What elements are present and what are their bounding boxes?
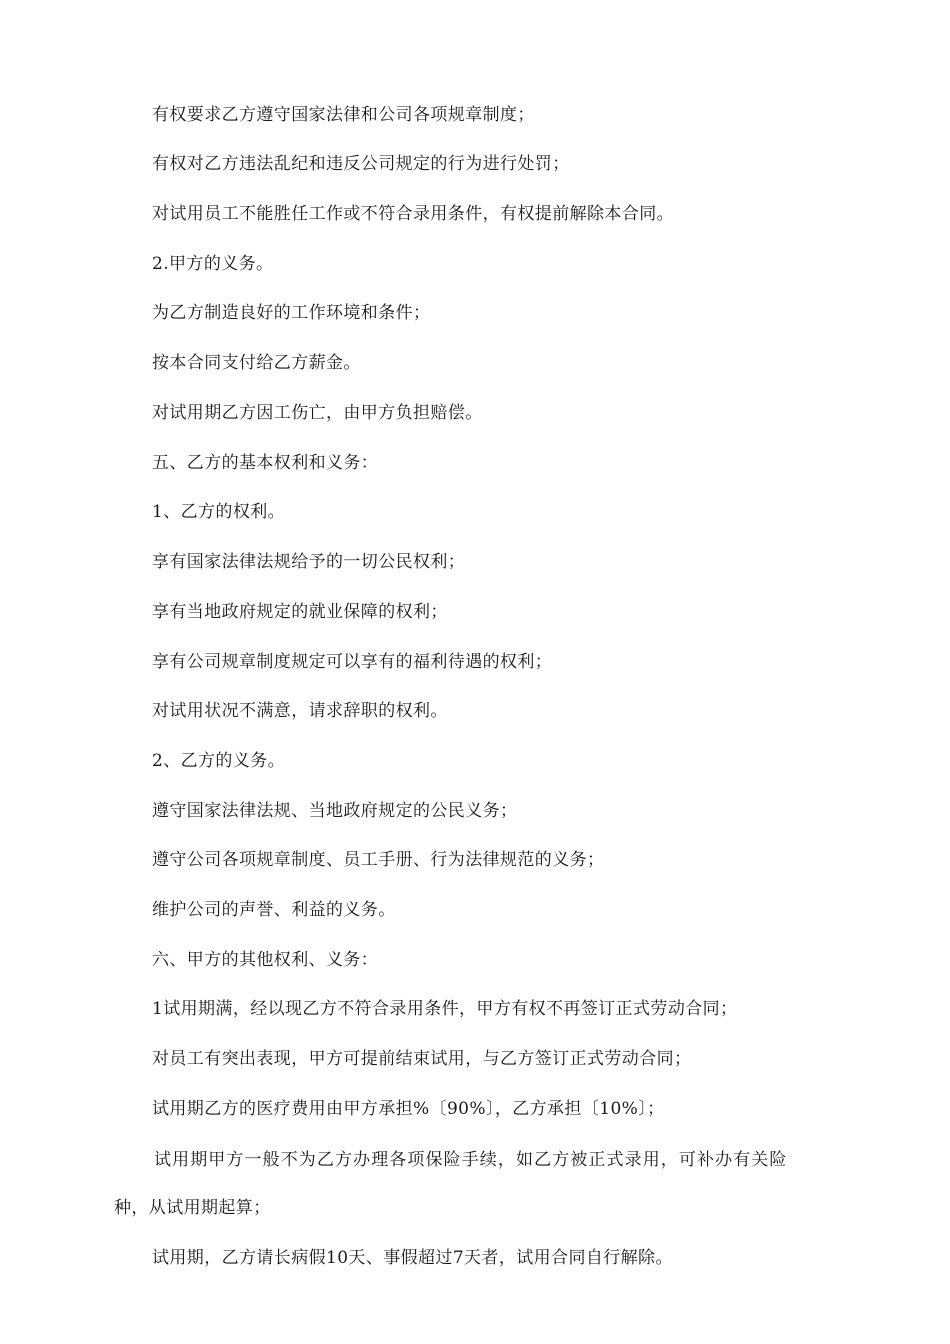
paragraph-line: 有权对乙方违法乱纪和违反公司规定的行为进行处罚； [152,154,570,174]
paragraph-line: 维护公司的声誉、利益的义务。 [152,900,396,920]
paragraph-line: 对试用状况不满意，请求辞职的权利。 [152,701,448,721]
paragraph-line: 按本合同支付给乙方薪金。 [152,353,361,373]
paragraph-line: 对员工有突出表现，甲方可提前结束试用，与乙方签订正式劳动合同； [152,1049,692,1069]
paragraph-line: 试用期甲方一般不为乙方办理各项保险手续，如乙方被正式录用，可补办有关险 [154,1150,788,1170]
section-heading: 2、乙方的义务。 [152,751,286,771]
paragraph-line: 为乙方制造良好的工作环境和条件； [152,303,431,323]
paragraph-line: 享有国家法律法规给予的一切公民权利； [152,552,466,572]
section-heading: 五、乙方的基本权利和义务： [152,453,379,473]
paragraph-line: 试用期，乙方请长病假10天、事假超过7天者，试用合同自行解除。 [152,1248,673,1268]
paragraph-line-continuation: 种，从试用期起算； [114,1198,271,1218]
paragraph-line: 享有公司规章制度规定可以享有的福利待遇的权利； [152,652,553,672]
section-heading: 1、乙方的权利。 [152,502,286,522]
section-heading: 2.甲方的义务。 [152,254,274,274]
paragraph-line: 试用期乙方的医疗费用由甲方承担%〔90%〕，乙方承担〔10%〕； [152,1099,665,1119]
paragraph-line: 1试用期满，经以现乙方不符合录用条件，甲方有权不再签订正式劳动合同； [152,999,738,1019]
paragraph-line: 对试用期乙方因工伤亡，由甲方负担赔偿。 [152,403,483,423]
section-heading: 六、甲方的其他权利、义务： [152,950,379,970]
paragraph-line: 享有当地政府规定的就业保障的权利； [152,602,448,622]
paragraph-line: 遵守国家法律法规、当地政府规定的公民义务； [152,801,518,821]
paragraph-line: 对试用员工不能胜任工作或不符合录用条件，有权提前解除本合同。 [152,204,674,224]
paragraph-line: 遵守公司各项规章制度、员工手册、行为法律规范的义务； [152,850,605,870]
paragraph-line: 有权要求乙方遵守国家法律和公司各项规章制度； [152,105,535,125]
